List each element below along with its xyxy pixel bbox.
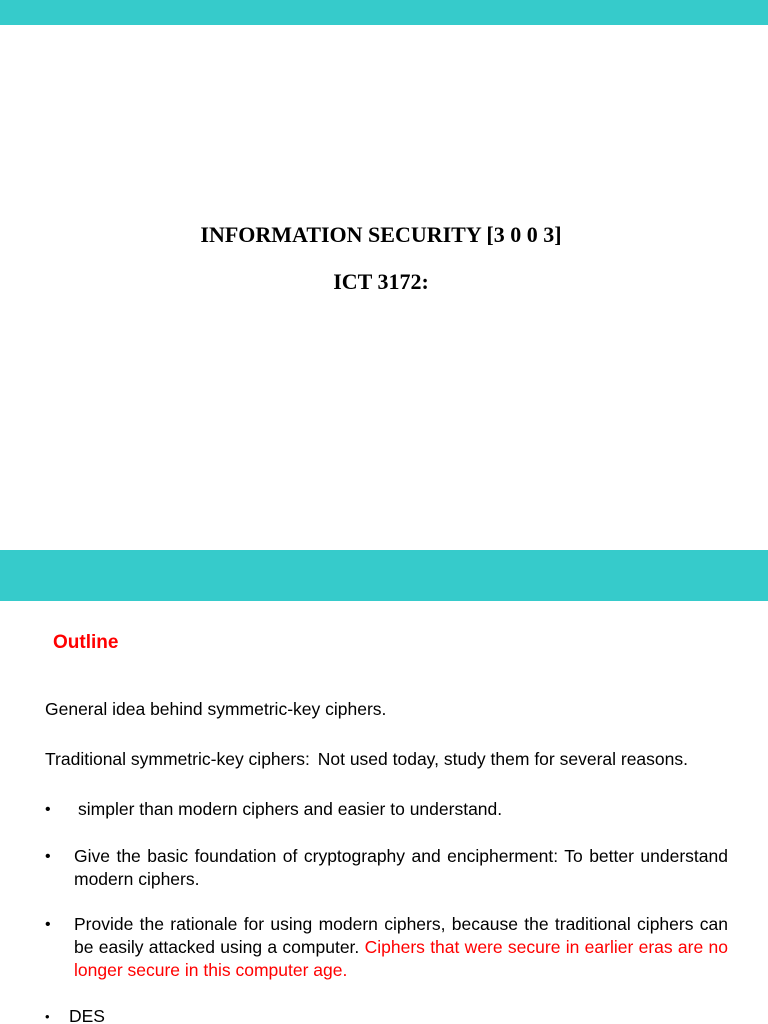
bullet-rationale-text: Provide the rationale for using modern ciphers, because the traditional ciphers can be easily attacked using a computer. (74, 914, 728, 957)
course-code: ICT 3172: (333, 269, 429, 294)
intro-paragraph: General idea behind symmetric-key ciphers. (45, 699, 387, 719)
traditional-ciphers-label: Traditional symmetric-key ciphers: (45, 749, 310, 769)
bullet-icon: • (45, 916, 51, 933)
outline-heading: Outline (53, 632, 119, 653)
bullet-simpler: simpler than modern ciphers and easier to understand. (78, 799, 503, 819)
traditional-ciphers-description: Not used today, study them for several reasons. (317, 749, 688, 769)
slide-divider-band (0, 550, 768, 601)
bullet-rationale-highlight: Ciphers that were secure in earlier eras are no longer secure in this computer age. (74, 937, 728, 980)
bullet-icon: • (45, 848, 51, 865)
bullet-rationale (74, 913, 728, 982)
traditional-ciphers-paragraph (45, 748, 728, 771)
bullet-des: DES (69, 1006, 105, 1024)
bullet-icon: • (45, 801, 51, 818)
bullet-icon: • (45, 1009, 50, 1024)
slide-top-band (0, 0, 768, 25)
course-title: INFORMATION SECURITY [3 0 0 3] (200, 222, 562, 247)
bullet-foundation: Give the basic foundation of cryptography and encipherment: To better understand modern ciphers. (74, 846, 728, 889)
